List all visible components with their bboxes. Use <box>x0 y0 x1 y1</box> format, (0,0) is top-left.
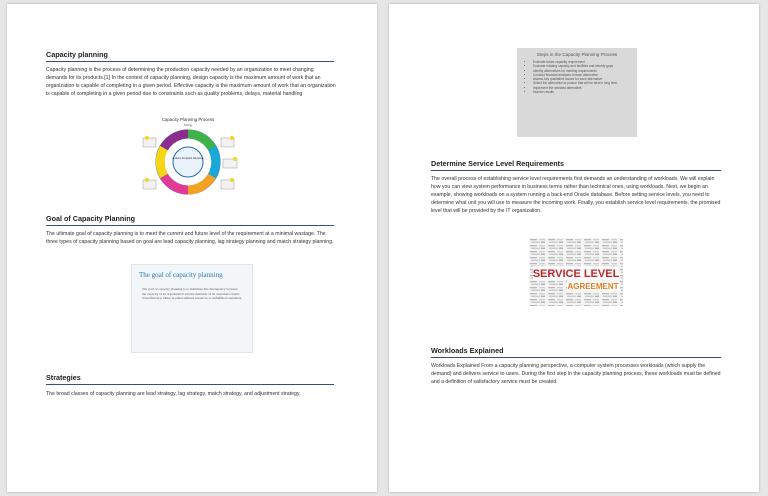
sla-line-2: AGREEMENT <box>567 282 619 291</box>
goal-image-body: The goal of capacity planning is to minimize this discrepancy between the capacity of an organization and the demands of its customers results in inefficiency, either in under-utilized resources or unfulfilled customers. <box>142 287 243 300</box>
paragraph-capacity-planning: Capacity planning is the process of determining the production capacity needed by an organization to meet changing demands for its products.[1] In the context of capacity planning, design capacity is the maximum amount of work that an organization is capable of completing in a given period. Effective capacity is the maximum amount of work that an organization is capable of completing in a given period due to constraints such as quality problems, delays, material handling <box>46 67 336 97</box>
heading-strategies: Strategies <box>46 373 81 382</box>
heading-rule <box>46 384 334 385</box>
document-page-2 <box>389 4 759 492</box>
steps-list-item: • Select the alternative to pursue that will be best in long term <box>533 81 617 85</box>
heading-service-level-requirements: Determine Service Level Requirements <box>431 159 565 168</box>
heading-capacity-planning: Capacity planning <box>46 50 108 59</box>
paragraph-strategies: The broad classes of capacity planning are lead strategy, lag strategy, match strategy, and adjustment strategy. <box>46 391 301 397</box>
cycle-diagram-graphic <box>131 116 246 202</box>
heading-goal-of-capacity-planning: Goal of Capacity Planning <box>46 214 136 223</box>
goal-of-capacity-planning-image <box>131 264 253 353</box>
diagram-top-label: Sizing <box>183 123 193 127</box>
heading-rule <box>46 225 334 226</box>
diagram-center-label: Culture Analysis Adoption <box>172 156 204 160</box>
heading-rule <box>431 170 721 171</box>
heading-rule <box>431 357 721 358</box>
steps-list-item: • Assess key qualitative issues for each alternative <box>533 77 617 81</box>
steps-image-title: Steps in the Capacity Planning Process <box>536 52 618 57</box>
paragraph-service-level: The overall process of establishing service level requirements first demands an understanding of workloads. We will explain how you can view system performance in business terms rather than technical ones, using workloads. Next, we begin an example, showing workloads on a system running a back-end Oracle database. Before setting service levels, you need to determine what unit you will use to measure the incoming work. Finally, you establish service level requirements, the promised level that will be provided by the IT organization. <box>431 176 721 214</box>
steps-list-item: • Conduct financial analyses of each alternative <box>533 73 617 77</box>
service-level-agreement-image <box>529 238 623 306</box>
steps-list-item: • Evaluate existing capacity and facilities and identify gaps <box>533 64 617 68</box>
steps-capacity-planning-image <box>517 48 637 137</box>
heading-workloads-explained: Workloads Explained <box>431 346 504 355</box>
capacity-planning-process-diagram <box>131 116 246 202</box>
heading-rule <box>46 61 334 62</box>
steps-list-item: • Estimate future capacity requirement <box>533 60 617 64</box>
sla-line-1: SERVICE LEVEL <box>532 268 620 280</box>
steps-list <box>527 60 617 94</box>
paragraph-goal: The ultimate goal of capacity planning is to meet the current and future level of the requirement at a minimal wastage. The three types of capacity planning based on goal are lead capacity planning, lag strategy planning and match strategy planning. <box>46 231 334 245</box>
diagram-title: Capacity Planning Process <box>161 117 215 122</box>
word-cloud-graphic <box>529 238 623 306</box>
steps-list-item: • Identify alternatives for meeting requirements <box>533 69 617 73</box>
paragraph-workloads: Workloads Explained From a capacity planning perspective, a computer system processes workloads (which supply the demand) and delivers service to users. During the first step in the capacity planning process, these workloads must be defined and a definition of satisfactory service must be created. <box>431 363 721 385</box>
steps-list-item: • Monitor results <box>533 90 617 94</box>
document-page-1 <box>7 4 377 492</box>
goal-image-title: The goal of capacity planning <box>139 271 223 279</box>
steps-list-item: • Implement the selected alternative <box>533 86 617 90</box>
